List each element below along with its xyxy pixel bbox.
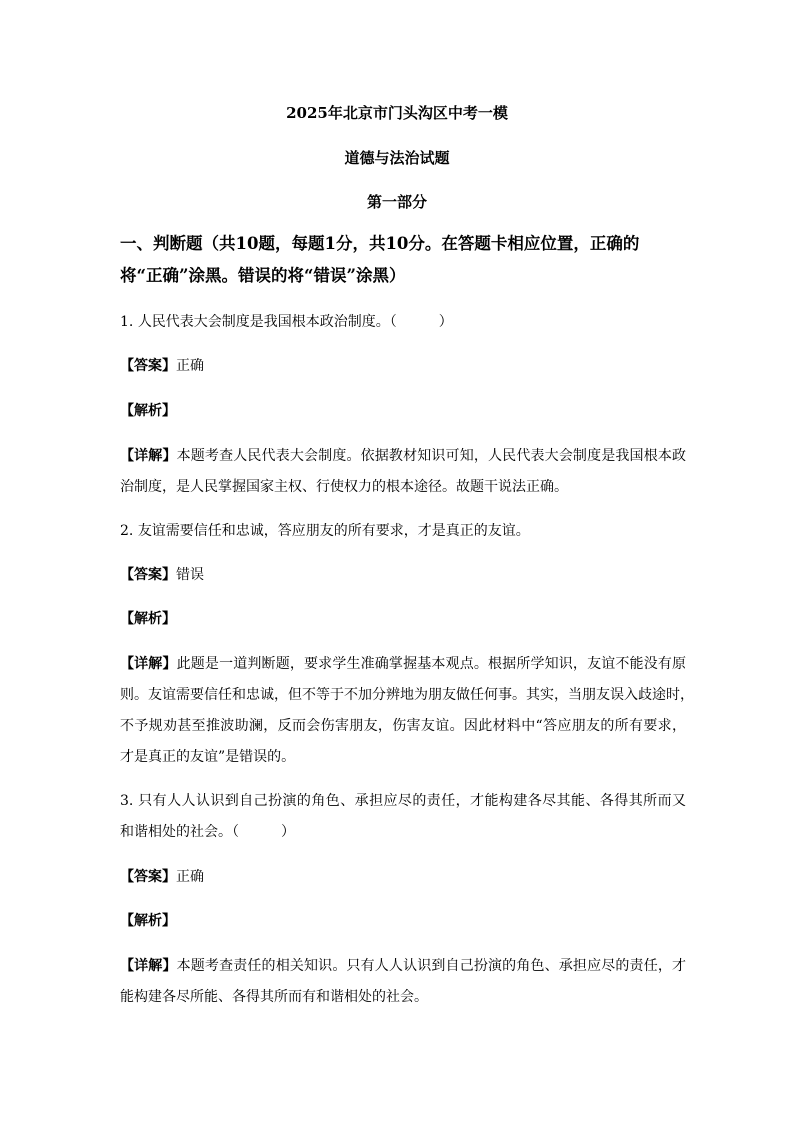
answer-value: 正确 bbox=[176, 869, 204, 885]
answer-1 bbox=[120, 356, 700, 376]
detail-text: 此题是一道判断题，要求学生准确掌握基本观点。根据所学知识，友谊不能没有原 bbox=[176, 656, 687, 672]
detail-2-line-3: 不予规劝甚至推波助澜，反而会伤害朋友，伤害友谊。因此材料中“答应朋友的所有要求， bbox=[120, 718, 686, 734]
detail-3-line-2: 能构建各尽所能、各得其所而有和谐相处的社会。 bbox=[120, 989, 428, 1005]
question-1 bbox=[120, 312, 700, 332]
question-text: 友谊需要信任和忠诚，答应朋友的所有要求，才是真正的友谊。 bbox=[137, 523, 530, 539]
analysis-label-2: 【解析】 bbox=[120, 611, 176, 627]
exam-title: 2025年北京市门头沟区中考一模 bbox=[286, 104, 508, 122]
question-number: 1. bbox=[120, 314, 134, 330]
detail-label: 【详解】 bbox=[120, 958, 177, 974]
detail-text: 本题考查人民代表大会制度。依据教材知识可知，人民代表大会制度是我国根本政 bbox=[176, 448, 687, 464]
detail-2-line-2: 则。友谊需要信任和忠诚，但不等于不加分辨地为朋友做任何事。其实，当朋友误入歧途时， bbox=[120, 687, 694, 703]
part-title: 第一部分 bbox=[366, 193, 427, 211]
detail-1-line-1 bbox=[120, 446, 686, 466]
analysis-label-3: 【解析】 bbox=[120, 913, 176, 929]
section-heading: 一、判断题（共10题，每题1分，共10分。在答题卡相应位置，正确的将“正确”涂黑。错误的将“错误”涂黑） bbox=[120, 234, 640, 285]
answer-label: 【答案】 bbox=[120, 358, 176, 374]
question-number: 3. bbox=[120, 793, 134, 809]
answer-label: 【答案】 bbox=[120, 869, 176, 885]
detail-1-line-2: 治制度，是人民掌握国家主权、行使权力的根本途径。故题干说法正确。 bbox=[120, 479, 568, 495]
detail-label: 【详解】 bbox=[120, 448, 177, 464]
question-number: 2. bbox=[120, 523, 134, 539]
answer-2 bbox=[120, 565, 700, 585]
answer-value: 正确 bbox=[176, 358, 204, 374]
analysis-label-1: 【解析】 bbox=[120, 403, 176, 419]
detail-label: 【详解】 bbox=[120, 656, 177, 672]
answer-3 bbox=[120, 867, 700, 887]
detail-3-line-1 bbox=[120, 956, 686, 976]
detail-2-line-1 bbox=[120, 654, 686, 674]
detail-text: 本题考查责任的相关知识。只有人人认识到自己扮演的角色、承担应尽的责任，才 bbox=[176, 958, 687, 974]
answer-label: 【答案】 bbox=[120, 567, 176, 583]
question-3-line-2: 和谐相处的社会。（ ） bbox=[120, 824, 295, 840]
question-2 bbox=[120, 521, 700, 541]
detail-2-line-4: 才是真正的友谊”是错误的。 bbox=[120, 749, 296, 765]
question-3-line-1 bbox=[120, 791, 686, 811]
subject-title: 道德与法治试题 bbox=[344, 149, 450, 167]
question-text: 人民代表大会制度是我国根本政治制度。（ ） bbox=[137, 314, 453, 330]
answer-value: 错误 bbox=[176, 567, 204, 583]
question-text: 只有人人认识到自己扮演的角色、承担应尽的责任，才能构建各尽其能、各得其所而又 bbox=[138, 793, 687, 809]
